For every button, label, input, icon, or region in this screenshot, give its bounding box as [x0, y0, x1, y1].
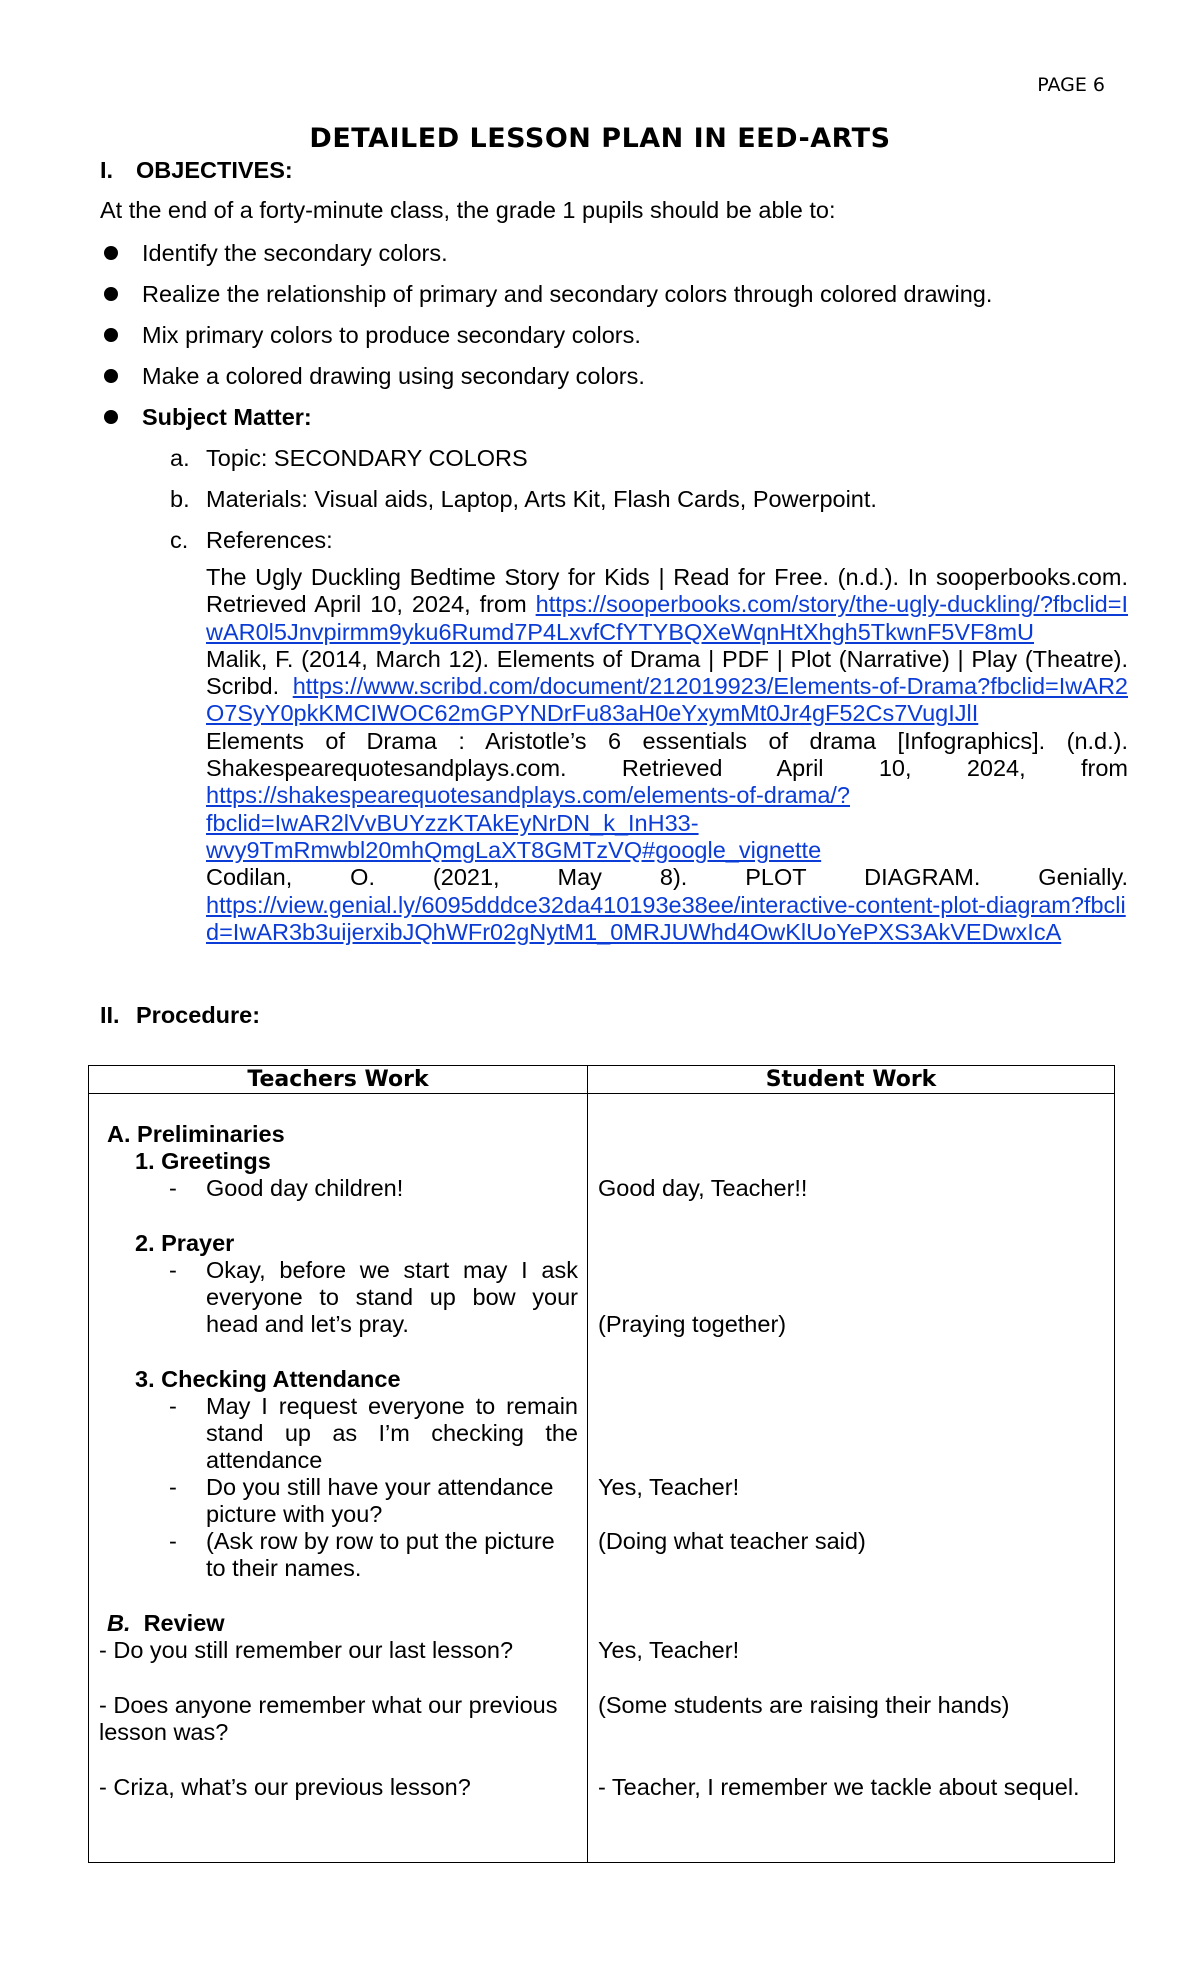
- subject-matter-heading: [100, 402, 992, 443]
- prayer-text-line1: Okay, before we start may I ask: [206, 1257, 578, 1283]
- reference-2-link[interactable]: https://www.scribd.com/document/212019923/Elements-of-Drama?fbclid=IwAR2O7SyY0pkKMCIWOC62mGPYNDrFu83aH0eYxymMt0Jr4gF52Cs7VugIJlI: [206, 673, 1128, 727]
- list-item: [100, 238, 992, 279]
- objective-text: Realize the relationship of primary and secondary colors through colored drawing.: [142, 281, 993, 307]
- list-item: [100, 320, 992, 361]
- item-text: Topic: SECONDARY COLORS: [206, 445, 528, 471]
- attendance-text-3-line1: (Ask row by row to put the picture: [206, 1528, 555, 1554]
- reference-1-text: Retrieved April 10, 2024, from: [206, 591, 527, 618]
- list-item: [170, 484, 877, 525]
- prayer-heading: 2. Prayer: [135, 1230, 235, 1256]
- list-item: [170, 525, 877, 566]
- attendance-response-3: (Doing what teacher said): [598, 1528, 866, 1554]
- student-work-header: Student Work: [588, 1066, 1115, 1094]
- item-letter: c.: [170, 527, 189, 553]
- bullet-icon: [104, 410, 118, 424]
- procedure-numeral: II.: [100, 1002, 120, 1028]
- student-work-cell: [588, 1094, 1115, 1863]
- reference-3-link-part3[interactable]: wvy9TmRmwbl20mhQmgLaXT8GMTzVQ#google_vignette: [206, 836, 822, 863]
- prayer-text-line3: head and let’s pray.: [206, 1311, 409, 1337]
- attendance-response-2: Yes, Teacher!: [598, 1474, 740, 1500]
- subject-matter-text: Subject Matter:: [142, 404, 312, 430]
- review-question-1: - Do you still remember our last lesson?: [99, 1637, 514, 1663]
- reference-1-link[interactable]: https://sooperbooks.com/story/the-ugly-duckling/?fbclid=IwAR0l5Jnvpirmm9yku6Rumd7P4LxvfCfYTYBQXeWqnHtXhgh5TkwnF5VF8mU: [206, 591, 1129, 645]
- attendance-text-2-line1: Do you still have your attendance: [206, 1474, 554, 1500]
- bullet-icon: [104, 246, 118, 260]
- attendance-text-2-line2: picture with you?: [206, 1501, 383, 1527]
- objective-text: Mix primary colors to produce secondary colors.: [142, 322, 641, 348]
- preliminaries-heading: A. Preliminaries: [107, 1121, 285, 1147]
- reference-3-line2: Shakespearequotesandplays.com. Retrieved April 10, 2024, from: [206, 755, 1128, 782]
- reference-3-link-part1[interactable]: https://shakespearequotesandplays.com/elements-of-drama/?: [206, 782, 850, 809]
- objectives-heading: [100, 157, 293, 184]
- objectives-numeral: I.: [100, 157, 114, 183]
- review-question-2-line2: lesson was?: [99, 1719, 229, 1745]
- reference-3-link-line3: [206, 837, 1128, 864]
- subject-matter-list: [170, 443, 877, 566]
- attendance-text-1-line2: stand up as I’m checking the: [206, 1420, 578, 1446]
- reference-4-link-line: [206, 892, 1128, 947]
- prayer-response: (Praying together): [598, 1311, 787, 1337]
- review-question-3: - Criza, what’s our previous lesson?: [99, 1774, 471, 1800]
- item-letter: b.: [170, 486, 190, 512]
- list-item: [170, 443, 877, 484]
- reference-3-link-line1: [206, 782, 1128, 809]
- item-text: Materials: Visual aids, Laptop, Arts Kit, Flash Cards, Powerpoint.: [206, 486, 877, 512]
- bullet-icon: [104, 287, 118, 301]
- dash: -: [169, 1528, 177, 1554]
- greetings-response: Good day, Teacher!!: [598, 1175, 808, 1201]
- attendance-text-3-line2: to their names.: [206, 1555, 362, 1581]
- item-letter: a.: [170, 445, 190, 471]
- review-heading: [107, 1610, 225, 1637]
- reference-3-link-part2[interactable]: fbclid=IwAR2lVvBUYzzKTAkEyNrDN_k_InH33-: [206, 809, 699, 836]
- reference-4-link[interactable]: https://view.genial.ly/6095dddce32da410193e38ee/interactive-content-plot-diagram?fbclid=IwAR3b3uijerxibJQhWFr02gNytM1_0MRJUWhd4OwKlUoYePXS3AkVEDwxIcA: [206, 891, 1126, 945]
- teachers-work-header: Teachers Work: [89, 1066, 588, 1094]
- list-item: [100, 361, 992, 402]
- objectives-heading-text: OBJECTIVES:: [136, 157, 293, 183]
- review-question-2-line1: - Does anyone remember what our previous: [99, 1692, 558, 1718]
- reference-4-line1: Codilan, O. (2021, May 8). PLOT DIAGRAM. Genially.: [206, 864, 1128, 891]
- attendance-text-1-line1: May I request everyone to remain: [206, 1393, 578, 1419]
- review-response-2: (Some students are raising their hands): [598, 1692, 1010, 1718]
- procedure-heading: [100, 1002, 260, 1029]
- objective-text: Identify the secondary colors.: [142, 240, 448, 266]
- table-row: [89, 1094, 1115, 1863]
- review-response-1: Yes, Teacher!: [598, 1637, 740, 1663]
- greetings-heading: 1. Greetings: [135, 1148, 271, 1174]
- dash: -: [169, 1257, 177, 1283]
- dash: -: [169, 1175, 177, 1201]
- review-heading-text: Review: [143, 1610, 225, 1636]
- references-block: [206, 564, 1128, 946]
- bullet-icon: [104, 369, 118, 383]
- reference-2-line1: Malik, F. (2014, March 12). Elements of Drama | PDF | Plot (Narrative) | Play (Theatre).: [206, 645, 1128, 672]
- bullet-icon: [104, 328, 118, 342]
- table-header-row: [89, 1066, 1115, 1094]
- objectives-intro: At the end of a forty-minute class, the grade 1 pupils should be able to:: [100, 197, 836, 223]
- page-number: PAGE 6: [1037, 74, 1105, 96]
- document-title: DETAILED LESSON PLAN IN EED-ARTS: [309, 123, 891, 154]
- objectives-list: [100, 238, 992, 443]
- procedure-table: [88, 1065, 1115, 1863]
- procedure-heading-text: Procedure:: [136, 1002, 261, 1028]
- list-item: [100, 279, 992, 320]
- reference-3-line1: Elements of Drama : Aristotle’s 6 essentials of drama [Infographics]. (n.d.).: [206, 727, 1128, 754]
- review-response-3: - Teacher, I remember we tackle about sequel.: [598, 1774, 1080, 1800]
- review-letter: B.: [107, 1610, 131, 1636]
- attendance-heading: 3. Checking Attendance: [135, 1366, 401, 1392]
- prayer-text-line2: everyone to stand up bow your: [206, 1284, 578, 1310]
- reference-1-line1: The Ugly Duckling Bedtime Story for Kids | Read for Free. (n.d.). In sooperbooks.com.: [206, 564, 1128, 590]
- greetings-text: Good day children!: [206, 1175, 404, 1201]
- reference-1-line2: [206, 591, 1128, 646]
- dash: -: [169, 1474, 177, 1500]
- teachers-work-cell: [89, 1094, 588, 1863]
- attendance-text-1-line3: attendance: [206, 1447, 323, 1473]
- reference-2-line2: [206, 673, 1128, 728]
- reference-2-text: Scribd.: [206, 673, 280, 700]
- reference-3-link-line2: [206, 810, 1128, 837]
- objective-text: Make a colored drawing using secondary colors.: [142, 363, 645, 389]
- dash: -: [169, 1393, 177, 1419]
- item-text: References:: [206, 527, 333, 553]
